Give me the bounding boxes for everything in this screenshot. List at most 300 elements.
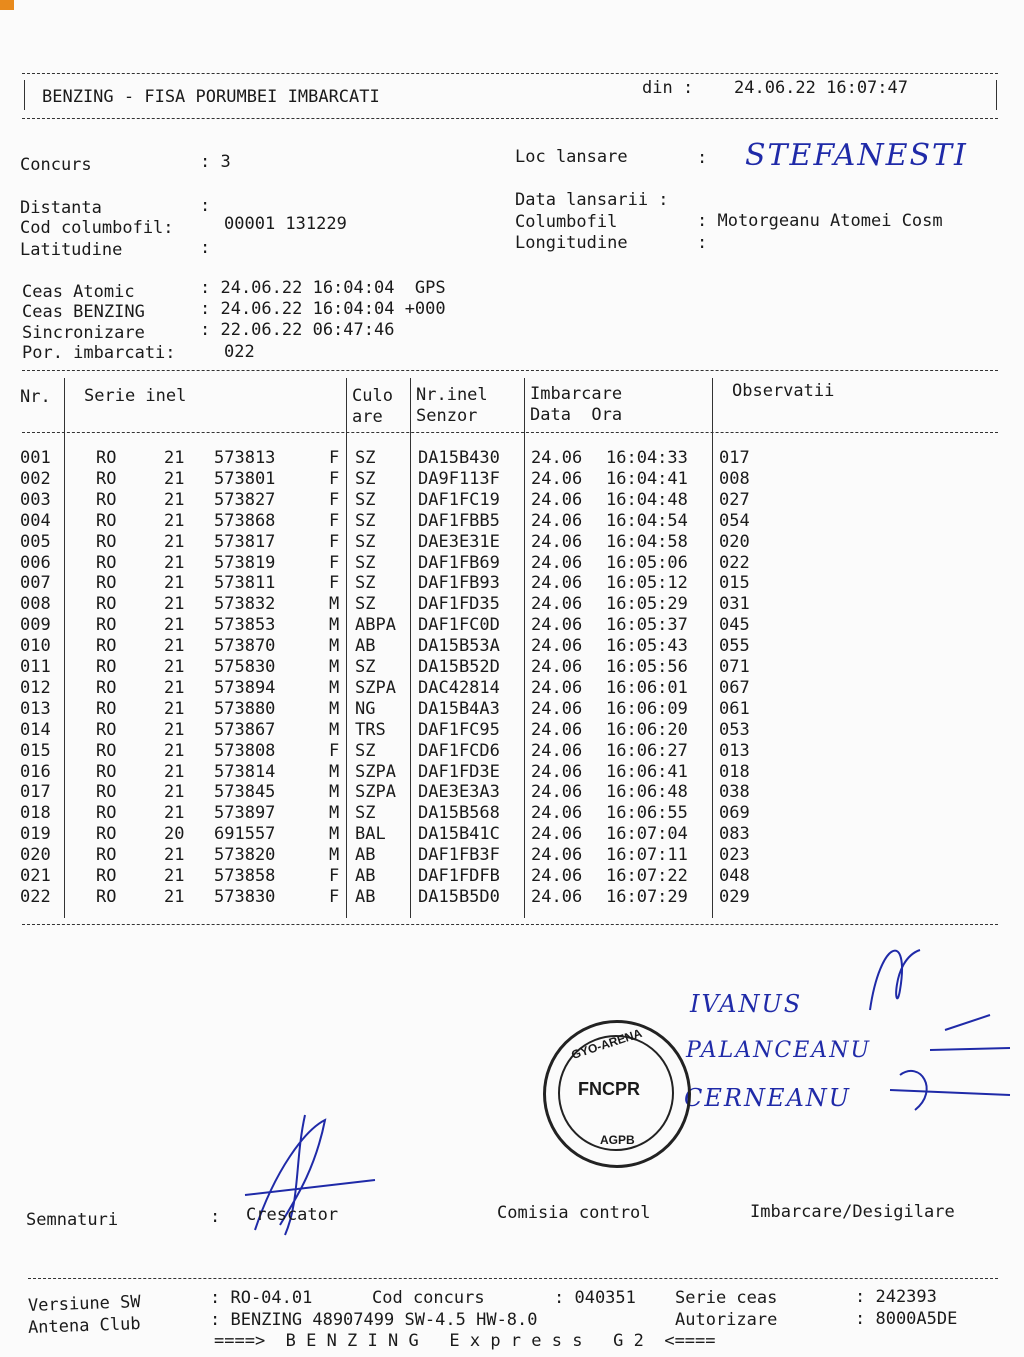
- ceas-atomic-label: Ceas Atomic: [22, 282, 135, 302]
- commission-name-1: IVANUS: [690, 990, 803, 1018]
- autorizare-label: Autorizare: [675, 1310, 778, 1330]
- cell-senzor: DAF1FB93: [418, 573, 500, 594]
- table-row: [0, 741, 1024, 762]
- longitudine-label: Longitudine: [515, 233, 628, 253]
- cell-an: 21: [164, 803, 185, 824]
- cell-nr: 008: [20, 594, 51, 615]
- cell-culoare: ABPA: [355, 615, 396, 636]
- cell-data: 24.06: [531, 510, 583, 531]
- cell-obs: 045: [719, 615, 750, 636]
- cell-an: 21: [164, 719, 185, 740]
- cell-sex: F: [329, 740, 340, 761]
- cell-senzor: DAF1FC95: [418, 719, 500, 740]
- cell-obs: 061: [719, 698, 750, 719]
- versiune-sw-value: : RO-04.01: [210, 1288, 313, 1308]
- concurs-label: Concurs: [20, 155, 92, 175]
- loc-lansare-sep: :: [697, 148, 708, 168]
- sincronizare-label: Sincronizare: [22, 323, 145, 343]
- autorizare-value: : 8000A5DE: [855, 1309, 958, 1329]
- commission-name-2: PALANCEANU: [686, 1038, 871, 1063]
- cell-data: 24.06: [531, 761, 583, 782]
- cell-senzor: DA15B4A3: [418, 698, 500, 719]
- cell-sex: M: [329, 657, 340, 677]
- cell-tara: RO: [96, 594, 117, 615]
- cell-nr: 021: [20, 866, 51, 886]
- cell-sex: M: [329, 677, 340, 698]
- cell-an: 21: [164, 489, 185, 510]
- cell-sex: F: [329, 886, 340, 907]
- table-row: [0, 615, 1024, 636]
- cell-sex: F: [329, 510, 340, 531]
- cell-culoare: SZ: [355, 803, 376, 824]
- cell-sex: M: [329, 761, 340, 782]
- loc-lansare-label: Loc lansare: [515, 147, 628, 167]
- cell-nr: 003: [20, 489, 51, 510]
- cell-nr: 018: [20, 803, 51, 824]
- cell-senzor: DA15B568: [418, 803, 500, 824]
- cell-obs: 023: [719, 845, 750, 866]
- cell-tara: RO: [96, 740, 117, 761]
- cell-senzor: DAE3E3A3: [418, 782, 500, 803]
- cell-senzor: DAE3E31E: [418, 531, 500, 552]
- table-row: [0, 448, 1024, 469]
- cell-data: 24.06: [531, 573, 583, 594]
- table-row: [0, 866, 1024, 887]
- cell-senzor: DAF1FC19: [418, 489, 500, 510]
- cell-tara: RO: [96, 845, 117, 866]
- cell-inel: 573811: [214, 573, 276, 594]
- cell-an: 21: [164, 552, 185, 573]
- cell-senzor: DA9F113F: [418, 468, 500, 489]
- stamp-center-text: FNCPR: [578, 1079, 640, 1099]
- cell-inel: 573830: [214, 886, 276, 907]
- cell-inel: 573832: [214, 594, 276, 615]
- table-header-bottom-border: [22, 432, 998, 433]
- cell-nr: 001: [20, 448, 51, 468]
- cell-sex: M: [329, 782, 340, 803]
- cell-tara: RO: [96, 677, 117, 698]
- distanta-sep: :: [200, 196, 211, 216]
- cell-senzor: DA15B53A: [418, 636, 500, 657]
- stamp-top-text: GYO-ARENA: [569, 1026, 644, 1062]
- cod-concurs-value: : 040351: [554, 1288, 636, 1308]
- semnaturi-label: Semnaturi: [26, 1210, 119, 1230]
- cell-ora: 16:06:20: [606, 719, 688, 740]
- cell-nr: 007: [20, 573, 51, 594]
- cell-data: 24.06: [531, 489, 583, 510]
- cell-data: 24.06: [531, 677, 583, 698]
- cell-tara: RO: [96, 489, 117, 510]
- cell-an: 21: [164, 448, 185, 468]
- cell-ora: 16:05:37: [606, 615, 688, 636]
- cell-obs: 055: [719, 636, 750, 657]
- cell-tara: RO: [96, 510, 117, 531]
- por-imbarcati-label: Por. imbarcati:: [22, 343, 176, 363]
- cell-culoare: SZ: [355, 552, 376, 573]
- cell-obs: 020: [719, 531, 750, 552]
- cell-data: 24.06: [531, 448, 583, 468]
- ceas-benzing-value: : 24.06.22 16:04:04 +000: [200, 299, 446, 319]
- cell-ora: 16:04:54: [606, 510, 688, 531]
- cell-sex: M: [329, 636, 340, 657]
- cell-tara: RO: [96, 886, 117, 907]
- cell-culoare: SZ: [355, 531, 376, 552]
- cell-obs: 022: [719, 552, 750, 573]
- cell-sex: F: [329, 552, 340, 573]
- col-header-nrinel-1: Nr.inel: [416, 385, 488, 405]
- cell-nr: 010: [20, 636, 51, 657]
- cell-inel: 573820: [214, 845, 276, 866]
- cell-tara: RO: [96, 719, 117, 740]
- cell-inel: 573880: [214, 698, 276, 719]
- cell-obs: 067: [719, 677, 750, 698]
- cell-senzor: DA15B41C: [418, 824, 500, 845]
- cell-senzor: DAF1FDFB: [418, 866, 500, 886]
- col-header-observatii: Observatii: [732, 381, 835, 401]
- cell-sex: M: [329, 594, 340, 615]
- cell-inel: 573801: [214, 468, 276, 489]
- cell-culoare: SZ: [355, 448, 376, 468]
- cell-obs: 048: [719, 866, 750, 886]
- latitudine-sep: :: [200, 238, 211, 258]
- cell-nr: 019: [20, 824, 51, 845]
- cell-data: 24.06: [531, 615, 583, 636]
- serie-ceas-value: : 242393: [855, 1287, 937, 1307]
- cell-sex: F: [329, 573, 340, 594]
- comisia-control-label: Comisia control: [497, 1203, 651, 1223]
- cell-sex: M: [329, 845, 340, 866]
- cell-ora: 16:06:41: [606, 761, 688, 782]
- cell-culoare: SZ: [355, 740, 376, 761]
- cell-nr: 016: [20, 761, 51, 782]
- table-row: [0, 636, 1024, 657]
- cell-obs: 069: [719, 803, 750, 824]
- cell-senzor: DAF1FB69: [418, 552, 500, 573]
- cell-nr: 002: [20, 468, 51, 489]
- header-right-border: [996, 80, 997, 110]
- semnaturi-sep: :: [210, 1207, 221, 1227]
- cell-sex: M: [329, 615, 340, 636]
- cell-ora: 16:04:58: [606, 531, 688, 552]
- columbofil-value: : Motorgeanu Atomei Cosm: [697, 211, 943, 231]
- cell-inel: 573853: [214, 615, 276, 636]
- cell-data: 24.06: [531, 698, 583, 719]
- cell-culoare: NG: [355, 698, 376, 719]
- cell-obs: 071: [719, 657, 750, 677]
- ceas-benzing-label: Ceas BENZING: [22, 302, 145, 322]
- cell-tara: RO: [96, 552, 117, 573]
- cell-data: 24.06: [531, 552, 583, 573]
- cell-inel: 573858: [214, 866, 276, 886]
- table-row: [0, 532, 1024, 553]
- cod-columbofil-value: 00001 131229: [224, 214, 347, 234]
- table-row: [0, 469, 1024, 490]
- din-label: din :: [642, 78, 694, 98]
- cell-inel: 573817: [214, 531, 276, 552]
- cell-ora: 16:05:12: [606, 573, 688, 594]
- cell-ora: 16:06:01: [606, 677, 688, 698]
- sincronizare-value: : 22.06.22 06:47:46: [200, 320, 395, 340]
- table-row: [0, 511, 1024, 532]
- cell-inel: 573894: [214, 677, 276, 698]
- cell-nr: 014: [20, 719, 51, 740]
- table-row: [0, 699, 1024, 720]
- cell-tara: RO: [96, 468, 117, 489]
- concurs-value: : 3: [200, 152, 231, 172]
- header-left-border: [24, 80, 25, 110]
- cell-ora: 16:04:41: [606, 468, 688, 489]
- antena-club-value: : BENZING 48907499 SW-4.5 HW-8.0: [210, 1310, 538, 1330]
- cell-culoare: SZ: [355, 594, 376, 615]
- cell-senzor: DA15B430: [418, 448, 500, 468]
- header-bottom-border: [22, 118, 998, 119]
- antena-club-label: Antena Club: [27, 1314, 141, 1338]
- footer-top-border: [28, 1278, 998, 1279]
- col-header-culoare-2: are: [352, 407, 383, 427]
- table-row: [0, 553, 1024, 574]
- cell-nr: 017: [20, 782, 51, 803]
- benzing-brand-line: ====> B E N Z I N G E x p r e s s G 2 <====: [214, 1331, 716, 1351]
- cell-ora: 16:05:56: [606, 657, 688, 677]
- col-header-culoare-1: Culo: [352, 386, 393, 406]
- cell-an: 21: [164, 845, 185, 866]
- cell-sex: F: [329, 531, 340, 552]
- cell-ora: 16:05:29: [606, 594, 688, 615]
- cell-culoare: AB: [355, 845, 376, 866]
- cell-an: 21: [164, 657, 185, 677]
- table-top-border: [22, 370, 998, 371]
- table-row: [0, 594, 1024, 615]
- cell-senzor: DAF1FCD6: [418, 740, 500, 761]
- cell-ora: 16:05:06: [606, 552, 688, 573]
- distanta-label: Distanta: [20, 198, 102, 218]
- cell-tara: RO: [96, 657, 117, 677]
- cell-nr: 015: [20, 740, 51, 761]
- cell-an: 21: [164, 677, 185, 698]
- cell-nr: 020: [20, 845, 51, 866]
- cell-data: 24.06: [531, 719, 583, 740]
- cell-ora: 16:04:33: [606, 448, 688, 468]
- col-header-nrinel-2: Senzor: [416, 406, 478, 426]
- cell-ora: 16:06:48: [606, 782, 688, 803]
- cell-senzor: DA15B5D0: [418, 886, 500, 907]
- table-row: [0, 824, 1024, 845]
- cod-columbofil-label: Cod columbofil:: [20, 218, 174, 238]
- table-row: [0, 720, 1024, 741]
- cell-ora: 16:06:55: [606, 803, 688, 824]
- cell-obs: 015: [719, 573, 750, 594]
- cell-ora: 16:07:11: [606, 845, 688, 866]
- cell-inel: 575830: [214, 657, 276, 677]
- cell-culoare: SZ: [355, 573, 376, 594]
- table-row: [0, 657, 1024, 678]
- cell-inel: 573814: [214, 761, 276, 782]
- versiune-sw-label: Versiune SW: [27, 1292, 141, 1316]
- cell-obs: 031: [719, 594, 750, 615]
- cell-inel: 573813: [214, 448, 276, 468]
- cell-nr: 022: [20, 886, 51, 907]
- cell-data: 24.06: [531, 782, 583, 803]
- cell-inel: 573819: [214, 552, 276, 573]
- cell-nr: 004: [20, 510, 51, 531]
- col-header-serie-inel: Serie inel: [84, 386, 187, 406]
- table-row: [0, 573, 1024, 594]
- cell-data: 24.06: [531, 594, 583, 615]
- commission-signatures: [860, 920, 1024, 1140]
- col-header-nr: Nr.: [20, 387, 51, 407]
- cell-inel: 573827: [214, 489, 276, 510]
- cell-ora: 16:05:43: [606, 636, 688, 657]
- table-row: [0, 845, 1024, 866]
- crescator-label: Crescator: [246, 1205, 339, 1225]
- table-bottom-border: [22, 924, 998, 925]
- cell-data: 24.06: [531, 803, 583, 824]
- cell-tara: RO: [96, 615, 117, 636]
- imbarcare-desigilare-label: Imbarcare/Desigilare: [750, 1202, 955, 1222]
- cell-sex: M: [329, 719, 340, 740]
- cell-ora: 16:06:09: [606, 698, 688, 719]
- cell-tara: RO: [96, 448, 117, 468]
- cell-inel: 691557: [214, 824, 276, 845]
- cell-inel: 573897: [214, 803, 276, 824]
- table-row: [0, 782, 1024, 803]
- cell-senzor: DAF1FD35: [418, 594, 500, 615]
- cell-data: 24.06: [531, 636, 583, 657]
- cell-sex: F: [329, 489, 340, 510]
- col-header-imbarcare-1: Imbarcare: [530, 384, 623, 404]
- cell-inel: 573867: [214, 719, 276, 740]
- cell-culoare: BAL: [355, 824, 386, 845]
- cell-an: 21: [164, 698, 185, 719]
- crescator-signature: [235, 1100, 385, 1250]
- longitudine-sep: :: [697, 233, 708, 253]
- col-header-imbarcare-2: Data Ora: [530, 405, 623, 425]
- cell-obs: 083: [719, 824, 750, 845]
- table-row: [0, 678, 1024, 699]
- cell-an: 21: [164, 761, 185, 782]
- cell-ora: 16:04:48: [606, 489, 688, 510]
- cell-an: 21: [164, 510, 185, 531]
- cell-sex: F: [329, 866, 340, 886]
- cell-tara: RO: [96, 866, 117, 886]
- cell-obs: 038: [719, 782, 750, 803]
- cell-nr: 006: [20, 552, 51, 573]
- cell-sex: F: [329, 468, 340, 489]
- ceas-atomic-value: : 24.06.22 16:04:04 GPS: [200, 278, 446, 298]
- cell-an: 20: [164, 824, 185, 845]
- cell-tara: RO: [96, 573, 117, 594]
- cell-culoare: SZPA: [355, 761, 396, 782]
- data-lansarii-label: Data lansarii :: [515, 190, 669, 210]
- document-title: BENZING - FISA PORUMBEI IMBARCATI: [42, 87, 380, 107]
- cell-culoare: AB: [355, 636, 376, 657]
- cell-an: 21: [164, 468, 185, 489]
- cell-data: 24.06: [531, 740, 583, 761]
- cell-ora: 16:07:22: [606, 866, 688, 886]
- cell-senzor: DAF1FD3E: [418, 761, 500, 782]
- columbofil-label: Columbofil: [515, 212, 618, 232]
- cell-culoare: TRS: [355, 719, 386, 740]
- cell-data: 24.06: [531, 845, 583, 866]
- cell-data: 24.06: [531, 886, 583, 907]
- cell-inel: 573808: [214, 740, 276, 761]
- cell-data: 24.06: [531, 824, 583, 845]
- cell-sex: F: [329, 448, 340, 468]
- fncpr-stamp: [543, 1020, 691, 1168]
- cell-ora: 16:06:27: [606, 740, 688, 761]
- table-row: [0, 887, 1024, 908]
- cell-nr: 011: [20, 657, 51, 677]
- loc-lansare-handwritten: STEFANESTI: [745, 138, 968, 173]
- cell-an: 21: [164, 615, 185, 636]
- cell-obs: 027: [719, 489, 750, 510]
- cell-an: 21: [164, 594, 185, 615]
- cell-data: 24.06: [531, 866, 583, 886]
- cell-culoare: SZ: [355, 468, 376, 489]
- cell-an: 21: [164, 782, 185, 803]
- cell-culoare: SZPA: [355, 677, 396, 698]
- header-top-border: [22, 73, 998, 74]
- cell-tara: RO: [96, 824, 117, 845]
- cell-obs: 029: [719, 886, 750, 907]
- cell-inel: 573845: [214, 782, 276, 803]
- orange-corner-mark: [0, 0, 14, 10]
- cell-obs: 054: [719, 510, 750, 531]
- commission-name-3: CERNEANU: [684, 1084, 852, 1112]
- cod-concurs-label: Cod concurs: [372, 1288, 485, 1308]
- latitudine-label: Latitudine: [20, 240, 123, 260]
- cell-an: 21: [164, 573, 185, 594]
- cell-tara: RO: [96, 531, 117, 552]
- table-row: [0, 803, 1024, 824]
- cell-obs: 018: [719, 761, 750, 782]
- cell-obs: 013: [719, 740, 750, 761]
- cell-an: 21: [164, 866, 185, 886]
- cell-culoare: AB: [355, 886, 376, 907]
- cell-an: 21: [164, 531, 185, 552]
- cell-senzor: DA15B52D: [418, 657, 500, 677]
- cell-culoare: SZ: [355, 489, 376, 510]
- din-timestamp: 24.06.22 16:07:47: [734, 78, 908, 98]
- cell-obs: 008: [719, 468, 750, 489]
- serie-ceas-label: Serie ceas: [675, 1288, 778, 1308]
- cell-sex: M: [329, 824, 340, 845]
- cell-senzor: DAF1FC0D: [418, 615, 500, 636]
- cell-obs: 053: [719, 719, 750, 740]
- cell-data: 24.06: [531, 657, 583, 677]
- cell-inel: 573870: [214, 636, 276, 657]
- cell-obs: 017: [719, 448, 750, 468]
- cell-data: 24.06: [531, 468, 583, 489]
- cell-culoare: SZ: [355, 510, 376, 531]
- cell-tara: RO: [96, 698, 117, 719]
- stamp-bottom-text: AGPB: [600, 1133, 635, 1147]
- cell-senzor: DAF1FBB5: [418, 510, 500, 531]
- table-row: [0, 762, 1024, 783]
- table-row: [0, 490, 1024, 511]
- por-imbarcati-value: 022: [224, 342, 255, 362]
- cell-sex: M: [329, 803, 340, 824]
- cell-nr: 005: [20, 531, 51, 552]
- cell-culoare: SZ: [355, 657, 376, 677]
- cell-senzor: DAF1FB3F: [418, 845, 500, 866]
- cell-inel: 573868: [214, 510, 276, 531]
- cell-sex: M: [329, 698, 340, 719]
- cell-culoare: AB: [355, 866, 376, 886]
- cell-ora: 16:07:04: [606, 824, 688, 845]
- cell-nr: 013: [20, 698, 51, 719]
- cell-nr: 009: [20, 615, 51, 636]
